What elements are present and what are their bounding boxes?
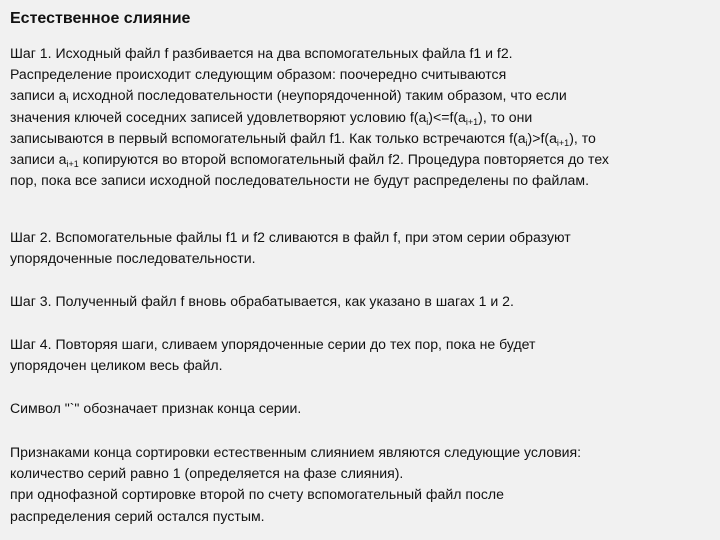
subscript: i+1 (556, 137, 570, 148)
page-title: Естественное слияние (10, 10, 191, 27)
step-3-paragraph (10, 291, 716, 312)
step-1-line-3 (10, 85, 716, 106)
step-4-line-2: упорядочен целиком весь файл. (10, 357, 223, 374)
text-fragment: копируются во второй вспомогательный файл f2. Процедура повторяется до тех (78, 151, 609, 168)
text-fragment: )>f(a (527, 129, 557, 146)
conditions-line-1: Признаками конца сортировки естественным слиянием являются следующие условия: (10, 444, 582, 460)
conditions-line-2: количество серий равно 1 (определяется на фазе слияния). (10, 465, 404, 482)
symbol-note-paragraph (10, 398, 716, 419)
conditions-line-4: распределения серий остался пустым. (10, 507, 265, 524)
subscript: i (426, 116, 429, 127)
subscript: i (66, 95, 69, 106)
symbol-note-line: Символ "`" обозначает признак конца серии. (10, 400, 302, 416)
step-1-line-5 (10, 128, 716, 149)
text-fragment: значения ключей соседних записей удовлетворяют условию f(a (10, 108, 427, 125)
text-fragment: ), то они (478, 108, 533, 125)
step-1-line-6 (10, 149, 716, 170)
text-fragment: записываются в первый вспомогательный файл f1. Как только встречаются f(a (10, 129, 526, 146)
termination-conditions-paragraph (10, 442, 716, 527)
step-3-line-1: Шаг 3. Полученный файл f вновь обрабатывается, как указано в шагах 1 и 2. (10, 293, 514, 309)
step-1-paragraph (10, 43, 716, 191)
conditions-line-3: при однофазной сортировке второй по счету вспомогательный файл после (10, 486, 504, 503)
step-4-paragraph (10, 334, 716, 376)
step-2-paragraph (10, 227, 716, 269)
text-fragment: записи a (10, 87, 67, 104)
text-fragment: исходной последовательности (неупорядоченной) таким образом, что если (68, 87, 567, 104)
step-2-line-1: Шаг 2. Вспомогательные файлы f1 и f2 сливаются в файл f, при этом серии образуют (10, 229, 571, 245)
step-1-line-7: пор, пока все записи исходной последовательности не будут распределены по файлам. (10, 172, 589, 189)
step-1-line-4 (10, 107, 716, 128)
step-4-line-1: Шаг 4. Повторяя шаги, сливаем упорядоченные серии до тех пор, пока не будет (10, 336, 536, 352)
text-fragment: ), то (569, 129, 596, 146)
step-2-line-2: упорядоченные последовательности. (10, 250, 256, 267)
text-fragment: )<=f(a (428, 108, 466, 125)
step-1-line-2: Распределение происходит следующим образом: поочередно считываются (10, 66, 507, 83)
subscript: i+1 (66, 159, 79, 170)
subscript: i+1 (465, 116, 479, 127)
subscript: i (525, 137, 528, 148)
step-1-line-1: Шаг 1. Исходный файл f разбивается на два вспомогательных файла f1 и f2. (10, 45, 513, 61)
text-fragment: записи a (10, 151, 67, 168)
